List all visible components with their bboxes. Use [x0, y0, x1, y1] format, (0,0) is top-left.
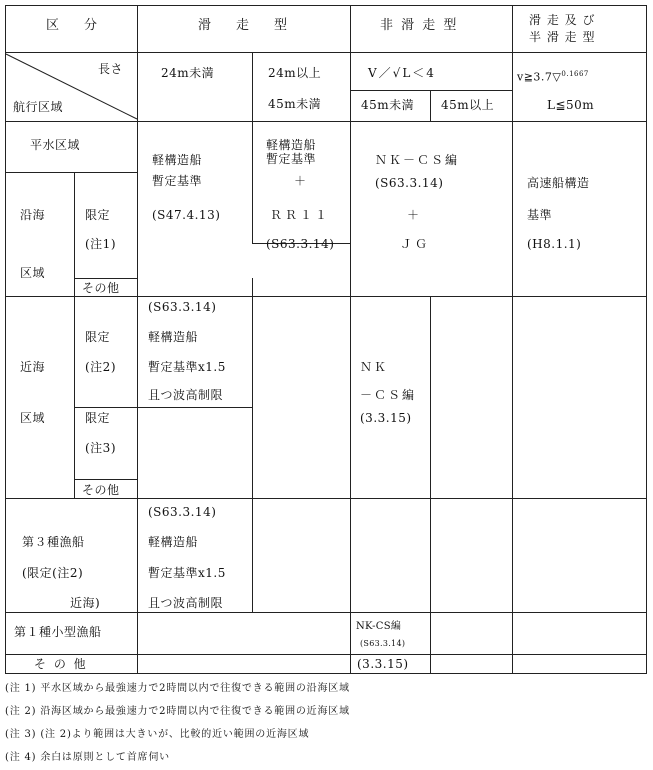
row-note2: (注2) [85, 360, 116, 374]
header-len-24plus: 24m以上 [268, 66, 322, 80]
cell-kosoku2: 基準 [527, 208, 553, 222]
row-gentei-1: 限定 [85, 208, 111, 222]
cell-s63a: (S63.3.14) [266, 237, 335, 251]
cell-rr11: ＲＲ１１ [270, 208, 331, 222]
cell-zantei2: 暫定基準 [266, 152, 317, 166]
cell-s47: (S47.4.13) [152, 208, 221, 222]
row-note1: (注1) [85, 237, 116, 251]
cell-kosoku1: 高速船構造 [527, 176, 590, 190]
row-kinkai-1: 近海 [20, 360, 46, 374]
cell-s63c: (S63.3.14) [148, 300, 217, 314]
header-len-under24: 24m未満 [161, 66, 215, 80]
header-planing: 滑 走 型 [198, 18, 294, 33]
note-2: (注 2) 沿海区域から最強速力で2時間以内で往復できる範囲の近海区域 [5, 706, 350, 717]
cell-keikozo: 軽構造船 [152, 153, 203, 167]
cell-nkcs: ＮＫ－ＣＳ編 [375, 153, 460, 167]
cell-plus2: ＋ [407, 208, 420, 222]
header-semi-line2: 半 滑 走 型 [529, 30, 596, 44]
cell-plus: ＋ [294, 174, 307, 188]
row-engan-2: 区域 [20, 266, 46, 280]
row-other-1: その他 [82, 281, 120, 295]
cell-keikozo3: 軽構造船 [148, 330, 199, 344]
cell-zantei: 暫定基準 [152, 174, 203, 188]
header-semi-cond: v≧3.7▽$^{0.1667}$ [517, 70, 589, 84]
row-other-2: その他 [82, 483, 120, 497]
row-kinkai-2: 区域 [20, 411, 46, 425]
cell-nk-k2: －ＣＳ編 [360, 388, 417, 402]
row-sonota: そ の 他 [34, 657, 88, 671]
cell-nk-k3: (3.3.15) [360, 411, 412, 425]
cell-h8: (H8.1.1) [527, 237, 582, 251]
note-4: (注 4) 余白は原則として首席伺い [5, 752, 170, 763]
header-non-planing: 非 滑 走 型 [380, 18, 459, 33]
header-np-under45: 45m未満 [361, 98, 415, 112]
cell-zantei15b: 暫定基準x1.5 [148, 566, 226, 580]
row-heisui: 平水区域 [30, 138, 81, 152]
cell-nkcs-small: NK-CS編 [356, 621, 402, 632]
row-gyosen-3: 近海) [70, 596, 101, 610]
cell-nk-k1: ＮＫ [360, 360, 389, 374]
row-gyosen-1: 第３種漁船 [22, 535, 85, 549]
header-formula: V／√L＜4 [368, 66, 436, 80]
note-1: (注 1) 平水区域から最強速力で2時間以内で往復できる範囲の沿海区域 [5, 683, 350, 694]
cell-hakou: 且つ波高制限 [148, 388, 224, 402]
header-semi-line1: 滑 走 及 び [529, 13, 596, 27]
row-gentei-2: 限定 [85, 330, 111, 344]
cell-s63b: (S63.3.14) [375, 176, 444, 190]
cell-hakou2: 且つ波高制限 [148, 596, 224, 610]
row-engan-1: 沿海 [20, 208, 46, 222]
cell-s63e: (S63.3.14) [360, 639, 406, 648]
cell-s63d: (S63.3.14) [148, 505, 217, 519]
cell-keikozo4: 軽構造船 [148, 535, 199, 549]
header-area-label: 航行区域 [13, 100, 64, 114]
row-note3: (注3) [85, 441, 116, 455]
header-len-under45: 45m未満 [268, 97, 322, 111]
cell-zantei15: 暫定基準x1.5 [148, 360, 226, 374]
header-semi-len: L≦50m [547, 98, 595, 112]
cell-d3315: (3.3.15) [357, 657, 409, 671]
row-gentei-3: 限定 [85, 411, 111, 425]
row-gyosen-2: (限定(注2) [22, 566, 84, 580]
header-category: 区 分 [46, 18, 104, 33]
header-np-45plus: 45m以上 [441, 98, 495, 112]
header-length-label: 長さ [98, 62, 124, 76]
row-kogata: 第１種小型漁船 [14, 625, 102, 639]
cell-jg: ＪＧ [400, 237, 431, 251]
cell-keikozo2: 軽構造船 [266, 138, 317, 152]
note-3: (注 3) (注 2)より範囲は大きいが、比較的近い範囲の近海区域 [5, 729, 310, 740]
